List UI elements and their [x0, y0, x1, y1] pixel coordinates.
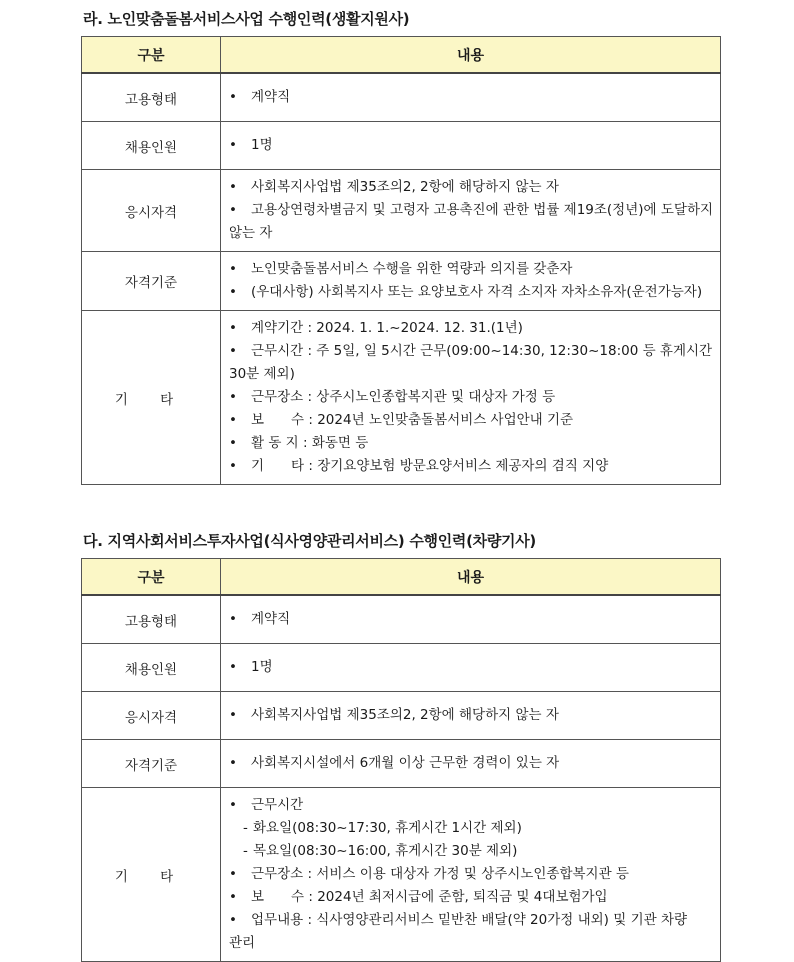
header-category: 구분: [82, 37, 221, 74]
table-row: [82, 595, 721, 644]
row-content: [221, 595, 721, 644]
row-label: 채용인원: [82, 644, 221, 692]
list-item: • 근무장소 : 상주시노인종합복지관 및 대상자 가정 등: [229, 389, 556, 405]
sub-item: - 목요일(08:30~16:00, 휴게시간 30분 제외): [243, 843, 518, 859]
table-row: [82, 122, 721, 170]
list-item: • 보 수 : 2024년 최저시급에 준함, 퇴직금 및 4대보험가입: [229, 889, 608, 905]
table-row: [82, 170, 721, 252]
row-label: 기 타: [82, 311, 221, 485]
row-label: 채용인원: [82, 122, 221, 170]
row-content: [221, 252, 721, 311]
list-item: • 1명: [229, 659, 273, 675]
list-item: • 근무시간: [229, 797, 304, 813]
list-item: • 보 수 : 2024년 노인맞춤돌봄서비스 사업안내 기준: [229, 412, 574, 428]
row-label: 응시자격: [82, 692, 221, 740]
table-row: [82, 311, 721, 485]
list-item: • 업무내용 : 식사영양관리서비스 밑반찬 배달(약 20가정 내외) 및 기관 차량 관리: [229, 912, 688, 951]
table-row: [82, 73, 721, 122]
list-item: • 고용상연령차별금지 및 고령자 고용촉진에 관한 법률 제19조(정년)에 도달하지 않는 자: [229, 202, 714, 241]
row-content: [221, 644, 721, 692]
list-item: • (우대사항) 사회복지사 또는 요양보호사 자격 소지자 자차소유자(운전가능자): [229, 284, 703, 300]
row-content: [221, 311, 721, 485]
table-row: [82, 644, 721, 692]
header-category: 구분: [82, 559, 221, 596]
list-item: • 1명: [229, 137, 273, 153]
row-label: 고용형태: [82, 595, 221, 644]
row-label: 기 타: [82, 788, 221, 962]
section-driver: [81, 530, 721, 962]
table-header-row: [82, 37, 721, 74]
row-content: [221, 692, 721, 740]
list-item: • 사회복지사업법 제35조의2, 2항에 해당하지 않는 자: [229, 707, 559, 723]
section-life-support: [81, 8, 721, 485]
list-item: • 사회복지시설에서 6개월 이상 근무한 경력이 있는 자: [229, 755, 560, 771]
row-label: 자격기준: [82, 252, 221, 311]
info-table: [81, 558, 721, 962]
sub-item: - 화요일(08:30~17:30, 휴게시간 1시간 제외): [243, 820, 522, 836]
list-item: • 노인맞춤돌봄서비스 수행을 위한 역량과 의지를 갖춘자: [229, 261, 573, 277]
row-content: [221, 170, 721, 252]
row-label: 응시자격: [82, 170, 221, 252]
row-content: [221, 740, 721, 788]
table-row: [82, 740, 721, 788]
header-content: 내용: [221, 37, 721, 74]
table-row: [82, 252, 721, 311]
row-label: 고용형태: [82, 73, 221, 122]
list-item: • 계약기간 : 2024. 1. 1.~2024. 12. 31.(1년): [229, 320, 523, 336]
list-item: • 계약직: [229, 89, 291, 105]
table-header-row: [82, 559, 721, 596]
list-item: • 사회복지사업법 제35조의2, 2항에 해당하지 않는 자: [229, 179, 559, 195]
list-item: • 계약직: [229, 611, 291, 627]
header-content: 내용: [221, 559, 721, 596]
row-content: [221, 73, 721, 122]
list-item: • 근무장소 : 서비스 이용 대상자 가정 및 상주시노인종합복지관 등: [229, 866, 629, 882]
list-item: • 활 동 지 : 화동면 등: [229, 435, 369, 451]
table-row: [82, 788, 721, 962]
table-row: [82, 692, 721, 740]
row-content: [221, 122, 721, 170]
row-label: 자격기준: [82, 740, 221, 788]
row-content: [221, 788, 721, 962]
section-heading: 다. 지역사회서비스투자사업(식사영양관리서비스) 수행인력(차량기사): [83, 532, 536, 550]
info-table: [81, 36, 721, 485]
section-heading: 라. 노인맞춤돌봄서비스사업 수행인력(생활지원사): [83, 10, 410, 28]
list-item: • 기 타 : 장기요양보험 방문요양서비스 제공자의 겸직 지양: [229, 458, 609, 474]
list-item: • 근무시간 : 주 5일, 일 5시간 근무(09:00~14:30, 12:30~18:00 등 휴게시간 30분 제외): [229, 343, 713, 382]
